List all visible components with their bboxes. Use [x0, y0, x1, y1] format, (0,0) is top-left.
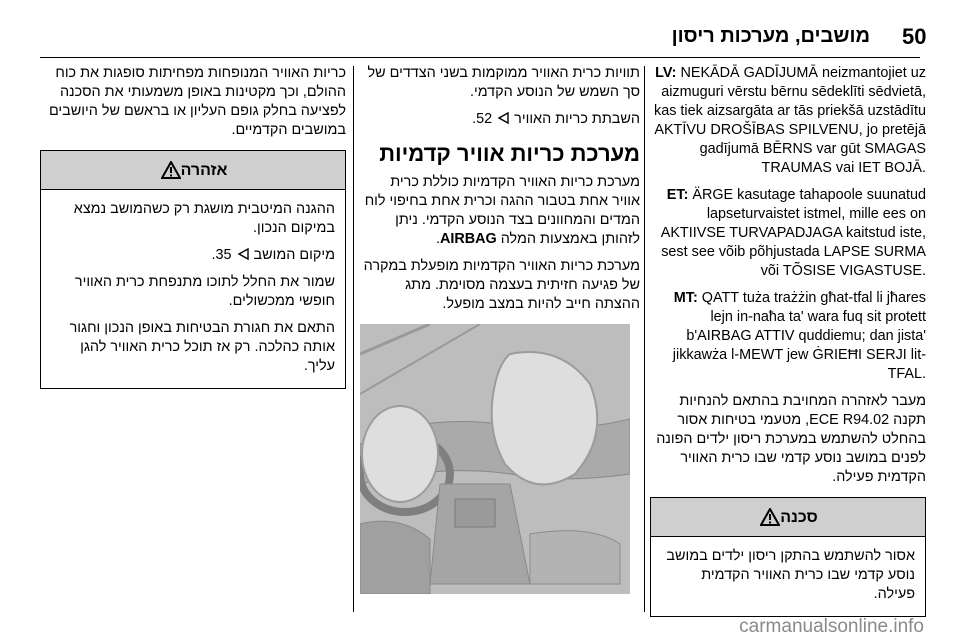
running-title: מושבים, מערכות ריסון	[671, 25, 870, 47]
warning-note-header	[41, 151, 345, 190]
column-left	[40, 64, 346, 389]
dashboard-airbag-drawing	[360, 324, 630, 594]
column-right	[650, 64, 926, 617]
cross-reference-seat-position: מיקום המושב 35.	[211, 247, 335, 263]
warning-note-text-3: התאם את חגורת הבטיחות באופן הנכון וחגור אותה כהלכה. רק אז תוכל כרית האוויר להגן עליך.	[69, 320, 335, 374]
page-number: 50	[902, 24, 927, 49]
airbag-deployment-illustration	[360, 324, 630, 594]
warning-triangle-icon	[161, 161, 181, 179]
page-reference-arrow-icon	[236, 247, 250, 261]
warning-note	[40, 150, 346, 389]
cross-reference-text: השבתת כריות האוויר	[514, 111, 640, 127]
danger-note-text: אסור להשתמש בהתקן ריסון ילדים במושב נוסע קדמי שבו כרית האוויר הקדמית פעילה.	[666, 548, 915, 602]
danger-note-header	[651, 498, 925, 537]
warning-note-text-1: ההגנה המיטבית מושגת רק כשהמושב נמצא במיקום הנכון.	[73, 201, 335, 236]
punctuation: .	[435, 231, 440, 247]
column-divider-left	[353, 66, 354, 612]
airbag-effect-paragraph: כריות האוויר המנופחות מפחיתות סופגות את כוח ההולם, וכך מקטינות באופן משמעותי את הסכנה לפציעה בחלק גופם העליון או בראשם של היושבים במושבים הקדמיים.	[48, 65, 346, 138]
page-header	[0, 0, 960, 58]
cross-reference-deactivation: השבתת כריות האוויר 52.	[472, 111, 640, 127]
danger-note-body	[651, 537, 925, 616]
danger-note-title: סכנה	[780, 508, 818, 526]
front-airbag-description-text: מערכת כריות האוויר הקדמיות כוללת כרית אוויר אחת בטבור ההגה וכרית אחת בחיפוי לוח המדים והמחוונים בצד הנוסע הקדמי. ניתן לזהותן באמצעות המלה	[364, 174, 640, 247]
front-airbag-description	[360, 173, 640, 249]
column-divider-right	[644, 66, 645, 612]
warning-et	[650, 186, 926, 281]
column-middle	[360, 64, 640, 594]
lang-label-lv: LV:	[655, 65, 677, 81]
danger-note	[650, 497, 926, 617]
front-airbag-activation: מערכת כריות האוויר הקדמיות מופעלת במקרה של פגיעה חזיתית בעצמה מסוימת. מתג ההצתה חייב להיות במצב מופעל.	[363, 258, 640, 312]
label-location-paragraph: תוויות כרית האוויר ממוקמות בשני הצדדים של סך השמש של הנוסע הקדמי.	[367, 65, 640, 100]
warning-note-body	[41, 190, 345, 388]
warning-mt-text: QATT tuża trażżin għat-tfal li jħares lejn in-naħa ta' wara fuq sit protett b'AIRBAG ATTIV quddiemu; dan jista' jikkawża l-MEWT jew ĠRIEĦI SERJI lit-TFAL.	[672, 290, 926, 382]
page-reference-arrow-icon	[496, 111, 510, 125]
airbag-word: AIRBAG	[439, 231, 497, 247]
header-rule	[40, 57, 920, 58]
warning-lv	[650, 64, 926, 178]
lang-label-et: ET:	[666, 187, 689, 203]
watermark: carmanualsonline.info	[739, 616, 924, 637]
warning-mt	[650, 289, 926, 384]
warning-lv-text: NEKĀDĀ GADĪJUMĀ neizmantojiet uz aizmuguri vērstu bērnu sēdeklīti sēdvietā, kas tiek aizsargāta ar tās priekšā uzstādītu AKTĪVU DROŠĪBAS SPILVENU, jo pretējā gadījumā BĒRNS var gūt SMAGAS TRAUMAS vai IET BOJĀ.	[654, 65, 926, 176]
regulation-paragraph: מעבר לאזהרה המחויבת בהתאם להנחיות תקנה ECE R94.02, מטעמי בטיחות אסור בהחלט להשתמש במערכת ריסון ילדים הפונה לפנים במושב נוסע קדמי שבו כרית האוויר הקדמית פעילה.	[656, 393, 926, 485]
lang-label-mt: MT:	[673, 290, 698, 306]
warning-et-text: ÄRGE kasutage tahapoole suunatud lapseturvaistet istmel, mille ees on AKTIIVSE TURVAPADJAGA kaitstud iste, sest see võib põhjustada LAPSE SURMA või TÕSISE VIGASTUSE.	[660, 187, 926, 279]
section-heading: מערכת כריות אוויר קדמיות	[379, 141, 640, 166]
warning-note-title: אזהרה	[180, 161, 228, 179]
cross-reference-page: 35	[215, 247, 232, 263]
cross-reference-text: מיקום המושב	[253, 247, 335, 263]
warning-triangle-icon	[760, 508, 780, 526]
cross-reference-page: 52	[476, 111, 493, 127]
warning-note-text-2: שמור את החלל לתוכו מתנפחת כרית האוויר חופשי ממכשולים.	[74, 274, 335, 309]
